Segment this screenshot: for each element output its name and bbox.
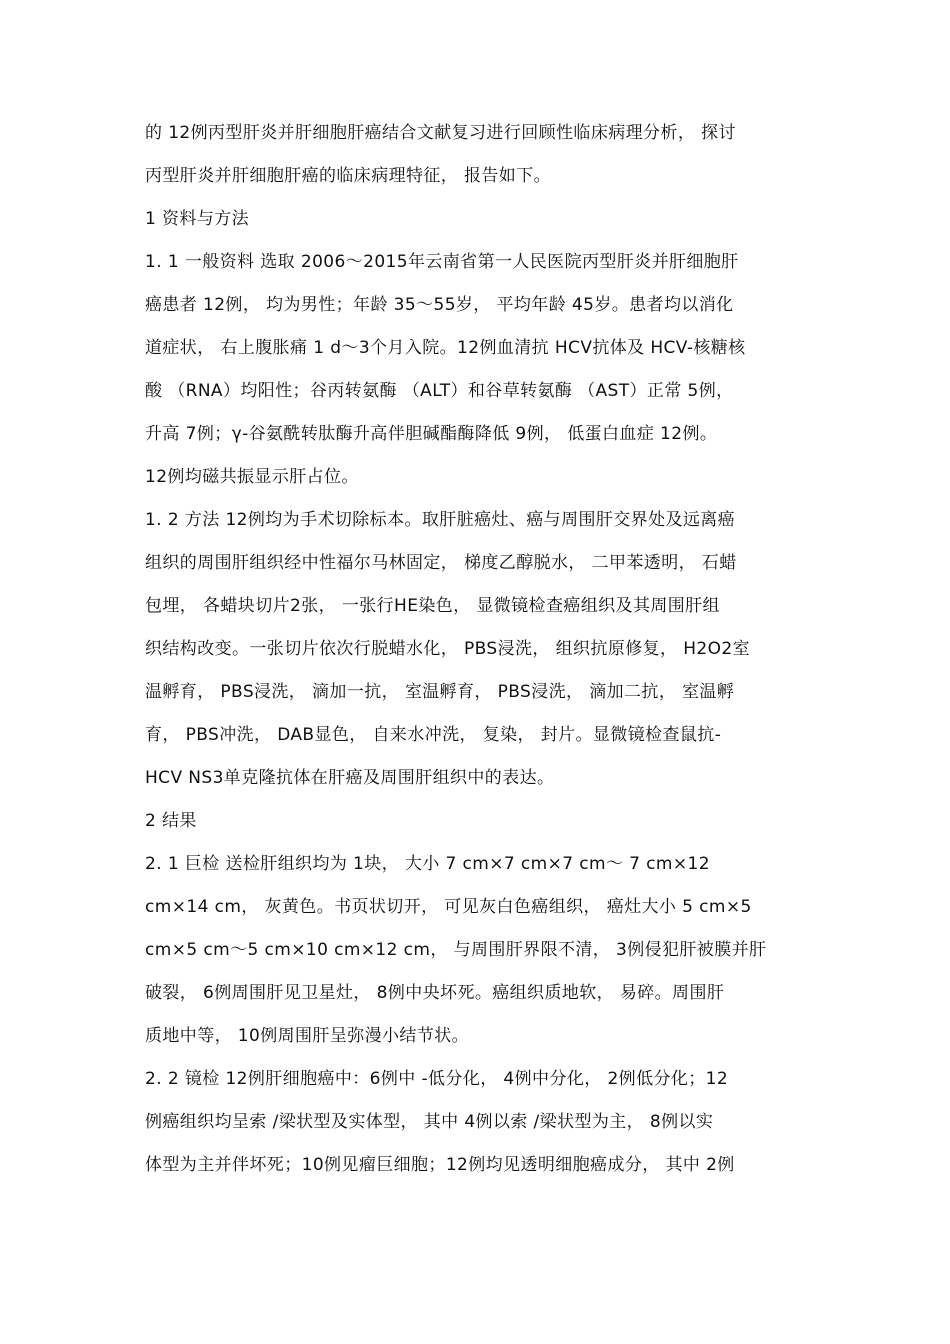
text-line: 酸 （RNA）均阳性；谷丙转氨酶 （ALT）和谷草转氨酶 （AST）正常 5例，	[145, 381, 734, 401]
text-line: 的 12例丙型肝炎并肝细胞肝癌结合文献复习进行回顾性临床病理分析， 探讨	[145, 123, 736, 143]
text-line: 例癌组织均呈索 /梁状型及实体型， 其中 4例以索 /梁状型为主， 8例以实	[145, 1112, 714, 1132]
text-line: 包埋， 各蜡块切片2张， 一张行HE染色， 显微镜检查癌组织及其周围肝组	[145, 596, 720, 616]
text-line: HCV NS3单克隆抗体在肝癌及周围肝组织中的表达。	[145, 768, 555, 788]
text-line: 2. 1 巨检 送检肝组织均为 1块， 大小 7 cm×7 cm×7 cm～ 7 cm×12	[145, 854, 710, 874]
text-line: 织结构改变。一张切片依次行脱蜡水化， PBS浸洗， 组织抗原修复， H2O2室	[145, 639, 751, 659]
text-line: 癌患者 12例， 均为男性；年龄 35～55岁， 平均年龄 45岁。患者均以消化	[145, 295, 734, 315]
text-line: 1. 1 一般资料 选取 2006～2015年云南省第一人民医院丙型肝炎并肝细胞肝	[145, 252, 739, 272]
text-line: 质地中等， 10例周围肝呈弥漫小结节状。	[145, 1026, 470, 1046]
text-line: 升高 7例；γ-谷氨酰转肽酶升高伴胆碱酯酶降低 9例， 低蛋白血症 12例。	[145, 424, 718, 444]
text-line: cm×14 cm， 灰黄色。书页状切开， 可见灰白色癌组织， 癌灶大小 5 cm×5	[145, 897, 752, 917]
text-line: 组织的周围肝组织经中性福尔马林固定， 梯度乙醇脱水， 二甲苯透明， 石蜡	[145, 553, 737, 573]
text-line: 丙型肝炎并肝细胞肝癌的临床病理特征， 报告如下。	[145, 166, 552, 186]
text-line: cm×5 cm～5 cm×10 cm×12 cm， 与周围肝界限不清， 3例侵犯肝被膜并肝	[145, 940, 767, 960]
text-line: 道症状， 右上腹胀痛 1 d～3个月入院。12例血清抗 HCV抗体及 HCV-核糖核	[145, 338, 746, 358]
body-text	[145, 112, 815, 1187]
text-line: 1. 2 方法 12例均为手术切除标本。取肝脏癌灶、癌与周围肝交界处及远离癌	[145, 510, 736, 530]
section-heading: 1 资料与方法	[145, 209, 250, 229]
text-line: 温孵育， PBS浸洗， 滴加一抗， 室温孵育， PBS浸洗， 滴加二抗， 室温孵	[145, 682, 735, 702]
section-heading: 2 结果	[145, 811, 197, 831]
text-line: 2. 2 镜检 12例肝细胞癌中：6例中 -低分化， 4例中分化， 2例低分化；12	[145, 1069, 729, 1089]
text-line: 破裂， 6例周围肝见卫星灶， 8例中央坏死。癌组织质地软， 易碎。周围肝	[145, 983, 725, 1003]
text-line: 12例均磁共振显示肝占位。	[145, 467, 359, 487]
text-line: 育， PBS冲洗， DAB显色， 自来水冲洗， 复染， 封片。显微镜检查鼠抗-	[145, 725, 722, 745]
text-line: 体型为主并伴坏死；10例见瘤巨细胞；12例均见透明细胞癌成分， 其中 2例	[145, 1155, 735, 1175]
